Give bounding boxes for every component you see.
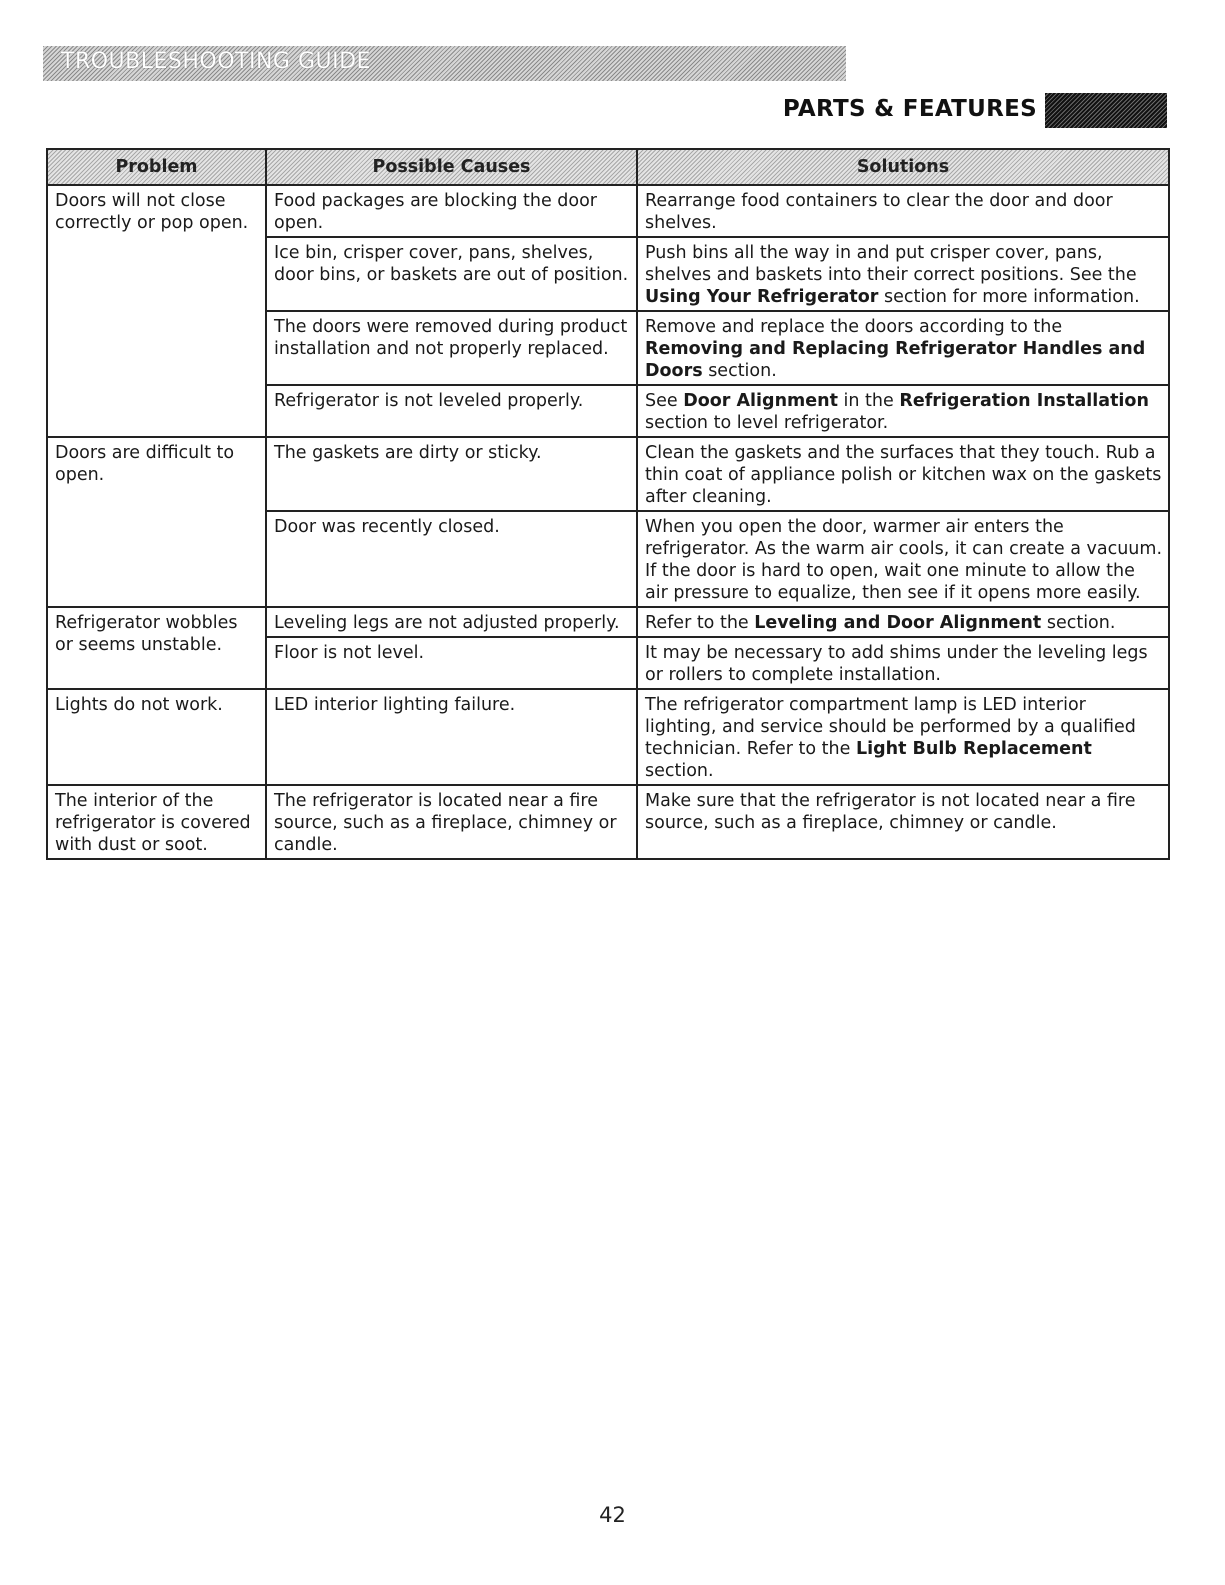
section-reference: Door Alignment (683, 391, 838, 411)
table-row (47, 689, 1169, 785)
solution-cell (637, 785, 1169, 859)
solution-text: section. (645, 761, 714, 781)
cause-cell: The doors were removed during product installation and not properly replaced. (266, 311, 637, 385)
solution-text: in the (837, 391, 900, 411)
table-header-row (47, 149, 1169, 185)
cause-cell: Door was recently closed. (266, 511, 637, 607)
solution-cell (637, 385, 1169, 437)
solution-cell (637, 437, 1169, 511)
section-title: PARTS & FEATURES (782, 96, 1037, 122)
cause-cell: Floor is not level. (266, 637, 637, 689)
solution-cell (637, 511, 1169, 607)
solution-text: It may be necessary to add shims under the leveling legs or rollers to complete installation. (645, 643, 1148, 685)
solution-text: Rearrange food containers to clear the door and door shelves. (645, 191, 1113, 233)
solution-text: Refer to the (645, 613, 755, 633)
section-reference: Light Bulb Replacement (855, 739, 1092, 759)
column-header-problem: Problem (47, 149, 266, 185)
table-row (47, 785, 1169, 859)
solution-cell (637, 185, 1169, 237)
section-reference: Leveling and Door Alignment (754, 613, 1042, 633)
solution-cell (637, 689, 1169, 785)
cause-cell: The refrigerator is located near a fire source, such as a fireplace, chimney or candle. (266, 785, 637, 859)
problem-cell: Doors will not close correctly or pop open. (47, 185, 266, 437)
section-banner (43, 46, 846, 81)
solution-text: Make sure that the refrigerator is not located near a fire source, such as a fireplace, chimney or candle. (645, 791, 1136, 833)
cause-cell: Ice bin, crisper cover, pans, shelves, door bins, or baskets are out of position. (266, 237, 637, 311)
solution-text: The refrigerator compartment lamp is LED interior lighting, and service should be performed by a qualified technician. Refer to the (645, 695, 1136, 759)
solution-text: section for more information. (878, 287, 1140, 307)
table-row (47, 185, 1169, 237)
solution-text: Clean the gaskets and the surfaces that they touch. Rub a thin coat of appliance polish or kitchen wax on the gaskets after cleaning. (645, 443, 1162, 507)
solution-text: section. (702, 361, 777, 381)
solution-text: Remove and replace the doors according to the (645, 317, 1063, 337)
solution-text: section to level refrigerator. (645, 413, 889, 433)
cause-cell: Leveling legs are not adjusted properly. (266, 607, 637, 637)
table-row (47, 607, 1169, 637)
problem-cell: Refrigerator wobbles or seems unstable. (47, 607, 266, 689)
column-header-causes: Possible Causes (266, 149, 637, 185)
cause-cell: LED interior lighting failure. (266, 689, 637, 785)
section-reference: Removing and Replacing Refrigerator Handles and Doors (645, 339, 1146, 381)
section-reference: Using Your Refrigerator (645, 287, 879, 307)
solution-text: section. (1041, 613, 1116, 633)
table-row (47, 437, 1169, 511)
troubleshooting-table (46, 148, 1170, 860)
section-marker-block (1045, 93, 1167, 128)
solution-text: Push bins all the way in and put crisper cover, pans, shelves and baskets into their correct positions. See the (645, 243, 1137, 285)
column-header-solutions: Solutions (637, 149, 1169, 185)
section-reference: Refrigeration Installation (899, 391, 1149, 411)
cause-cell: The gaskets are dirty or sticky. (266, 437, 637, 511)
cause-cell: Refrigerator is not leveled properly. (266, 385, 637, 437)
solution-cell (637, 237, 1169, 311)
cause-cell: Food packages are blocking the door open. (266, 185, 637, 237)
solution-text: See (645, 391, 684, 411)
problem-cell: The interior of the refrigerator is covered with dust or soot. (47, 785, 266, 859)
solution-cell (637, 607, 1169, 637)
page-number: 42 (599, 1503, 626, 1527)
banner-title: TROUBLESHOOTING GUIDE (61, 49, 371, 74)
solution-cell (637, 311, 1169, 385)
solution-text: When you open the door, warmer air enters the refrigerator. As the warm air cools, it can create a vacuum. If the door is hard to open, wait one minute to allow the air pressure to equalize, then see if it opens more easily. (645, 517, 1163, 603)
problem-cell: Doors are difficult to open. (47, 437, 266, 607)
table-body (47, 185, 1169, 859)
problem-cell: Lights do not work. (47, 689, 266, 785)
solution-cell (637, 637, 1169, 689)
